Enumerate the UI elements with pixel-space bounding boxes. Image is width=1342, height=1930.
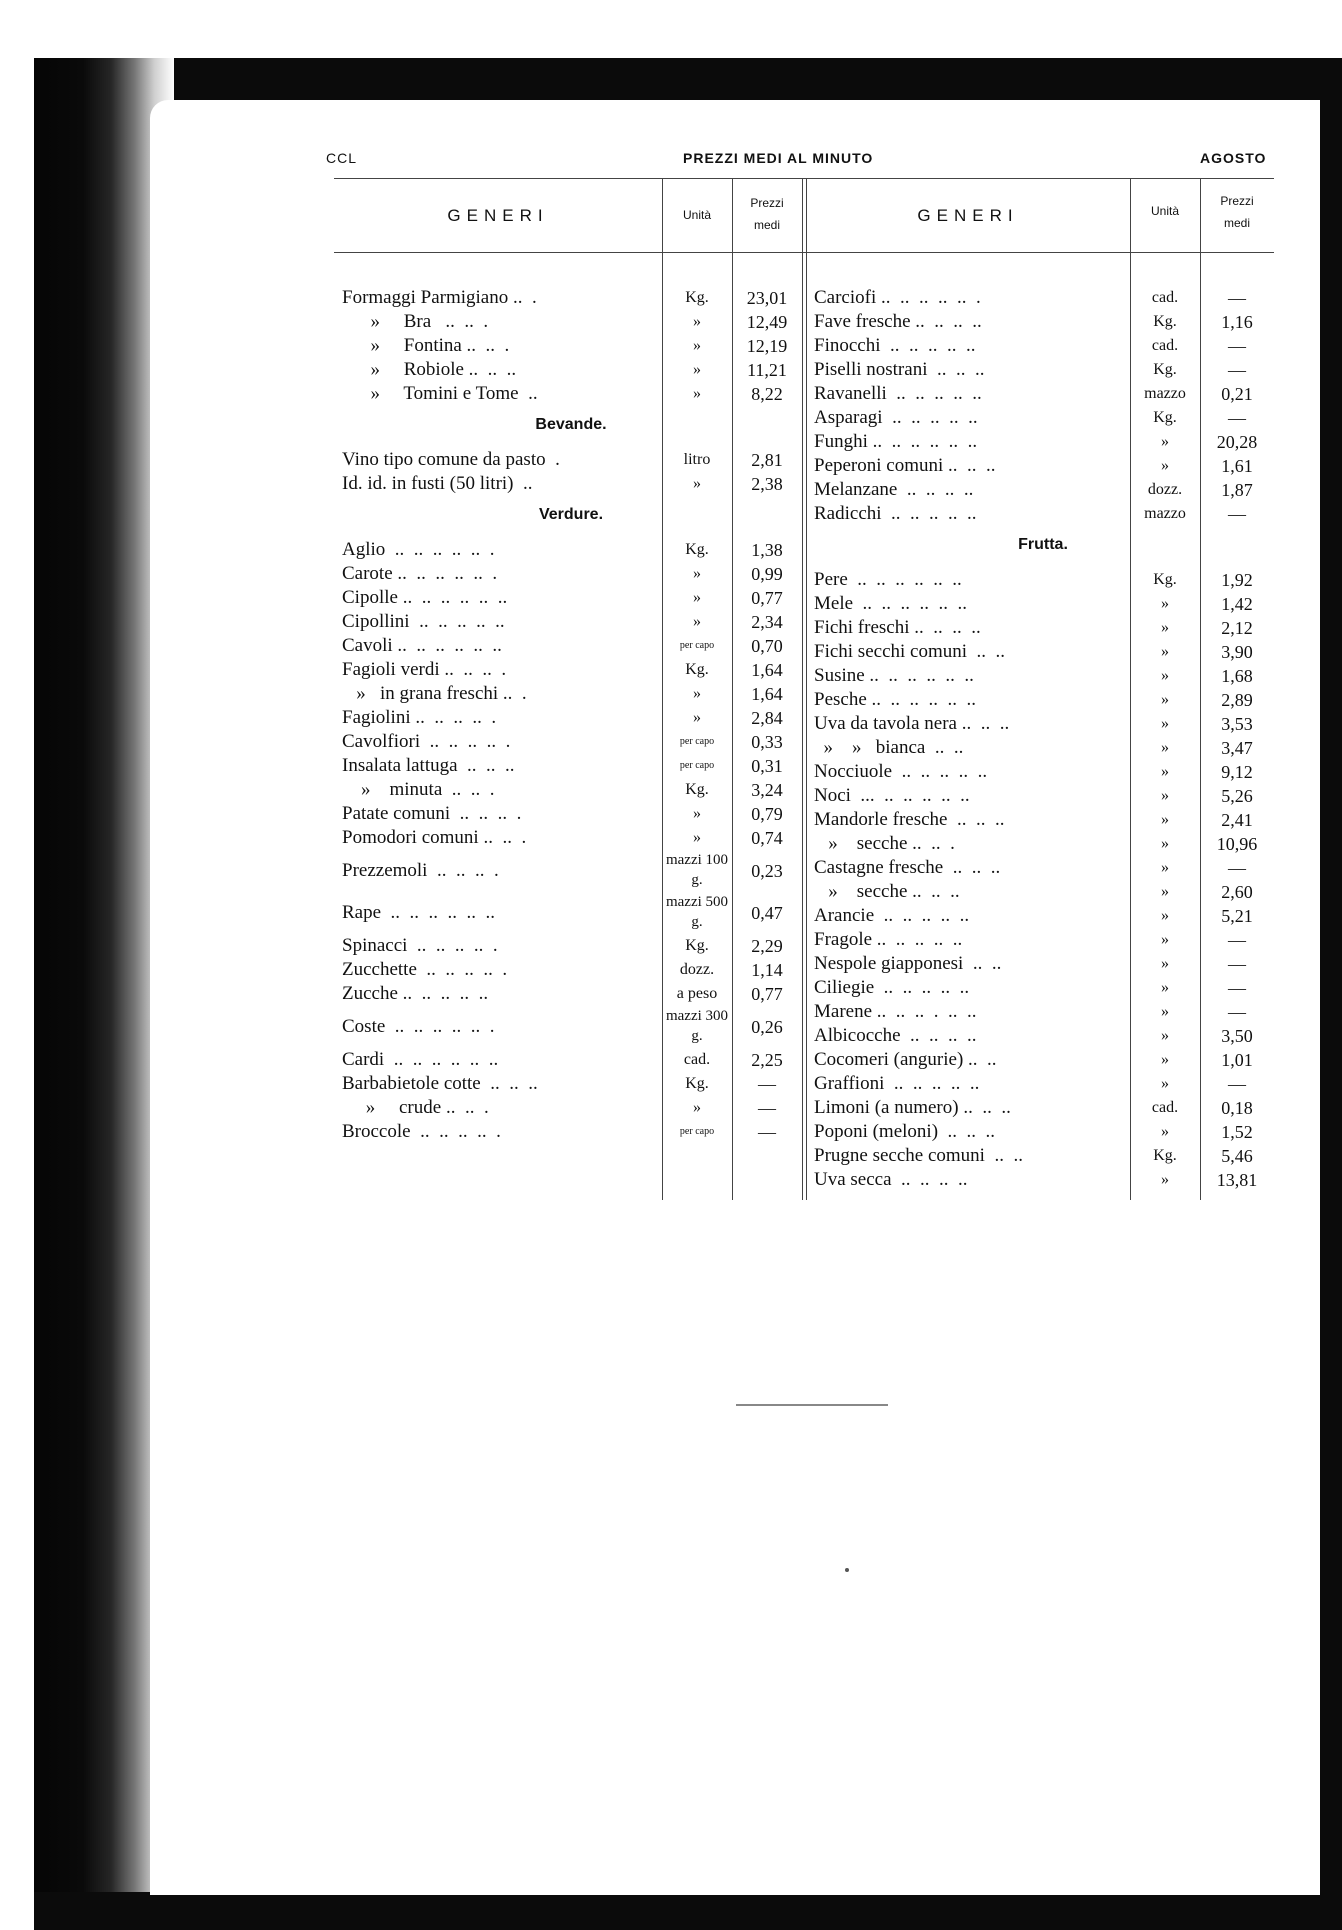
table-row (342, 892, 802, 934)
item-name: Zucche .. .. .. .. .. (342, 983, 489, 1004)
table-row (342, 982, 802, 1006)
item-unit: mazzi 100 g. (665, 852, 729, 888)
item-price: 9,12 (1221, 762, 1253, 782)
item-name: Melanzane .. .. .. .. (814, 479, 974, 500)
item-unit: » (1161, 787, 1169, 804)
item-name: Cavoli .. .. .. .. .. .. (342, 635, 502, 656)
item-unit: Kg. (1153, 409, 1177, 426)
item-unit: » (1161, 715, 1169, 732)
item-unit: » (1161, 667, 1169, 684)
item-name: Fagioli verdi .. .. .. . (342, 659, 507, 680)
table-row (814, 1048, 1274, 1072)
scan-mark (736, 1404, 888, 1406)
item-price: 1,68 (1221, 666, 1253, 686)
item-price: 5,26 (1221, 786, 1253, 806)
item-price: — (1228, 978, 1246, 998)
table-row (814, 832, 1274, 856)
col-header-prezzi-right: Prezzi (1220, 194, 1254, 208)
item-name: Spinacci .. .. .. .. . (342, 935, 498, 956)
item-name: » minuta .. .. . (342, 779, 495, 800)
table-row (342, 1048, 802, 1072)
item-unit: » (693, 709, 701, 726)
col-rule (806, 178, 807, 1200)
item-name: Uva da tavola nera .. .. .. (814, 713, 1010, 734)
item-unit: » (1161, 979, 1169, 996)
item-price: 0,77 (751, 984, 783, 1004)
item-price: — (1228, 858, 1246, 878)
item-unit: » (693, 1099, 701, 1116)
item-price: 0,79 (751, 804, 783, 824)
table-row (814, 334, 1274, 358)
item-unit: » (693, 565, 701, 582)
item-name: Radicchi .. .. .. .. .. (814, 503, 977, 524)
item-unit: » (693, 475, 701, 492)
item-unit: dozz. (1147, 481, 1183, 498)
item-name: Fichi secchi comuni .. .. (814, 641, 1006, 662)
item-name: Funghi .. .. .. .. .. .. (814, 431, 978, 452)
item-price: 2,81 (751, 450, 783, 470)
item-name: Limoni (a numero) .. .. .. (814, 1097, 1011, 1118)
item-name: Barbabietole cotte .. .. .. (342, 1073, 538, 1094)
item-unit: cad. (683, 1051, 711, 1068)
item-unit: » (1161, 433, 1169, 450)
col-header-generi-left: GENERI (447, 206, 549, 225)
item-unit: cad. (1151, 1099, 1179, 1116)
table-row (342, 586, 802, 610)
item-unit: » (693, 613, 701, 630)
item-price: — (1228, 504, 1246, 524)
table-row (814, 904, 1274, 928)
item-price: 10,96 (1216, 834, 1258, 854)
table-row (342, 358, 802, 382)
table-row (814, 568, 1274, 592)
item-name: Fichi freschi .. .. .. .. (814, 617, 981, 638)
table-row (342, 802, 802, 826)
table-row (342, 286, 802, 310)
item-name: Patate comuni .. .. .. . (342, 803, 522, 824)
table-row (814, 640, 1274, 664)
item-unit: » (1161, 883, 1169, 900)
item-price: 3,24 (751, 780, 783, 800)
item-name: » secche .. .. .. (814, 881, 960, 902)
item-name: » Robiole .. .. .. (342, 359, 517, 380)
table-row (342, 1096, 802, 1120)
item-unit: » (1161, 763, 1169, 780)
item-name: Fagiolini .. .. .. .. . (342, 707, 497, 728)
scan-border-bottom (34, 1892, 1342, 1930)
item-name: Insalata lattuga .. .. .. (342, 755, 515, 776)
table-row (814, 664, 1274, 688)
item-unit: per capo (679, 736, 715, 747)
item-unit: » (1161, 595, 1169, 612)
item-name: Zucchette .. .. .. .. . (342, 959, 508, 980)
table-row (814, 928, 1274, 952)
item-price: 1,61 (1221, 456, 1253, 476)
item-unit: » (1161, 1003, 1169, 1020)
item-price: — (1228, 930, 1246, 950)
item-price: 3,53 (1221, 714, 1253, 734)
table-row (342, 562, 802, 586)
item-price: — (758, 1098, 776, 1118)
item-name: Poponi (meloni) .. .. .. (814, 1121, 996, 1142)
item-price: 1,52 (1221, 1122, 1253, 1142)
table-row (814, 760, 1274, 784)
item-name: Prugne secche comuni .. .. (814, 1145, 1023, 1166)
item-name: Carciofi .. .. .. .. .. . (814, 287, 981, 308)
table-row (814, 1072, 1274, 1096)
item-name: Cavolfiori .. .. .. .. . (342, 731, 511, 752)
item-name: Mele .. .. .. .. .. .. (814, 593, 968, 614)
item-price: 12,19 (746, 336, 788, 356)
page-title: PREZZI MEDI AL MINUTO (683, 150, 874, 166)
item-unit: » (1161, 1027, 1169, 1044)
table-row (342, 754, 802, 778)
table-row (342, 850, 802, 892)
item-price: — (1228, 336, 1246, 356)
item-unit: » (1161, 907, 1169, 924)
section-heading: Frutta. (1018, 536, 1068, 553)
item-price: 5,21 (1221, 906, 1253, 926)
table-row (814, 784, 1274, 808)
item-unit: » (1161, 811, 1169, 828)
item-name: Prezzemoli .. .. .. . (342, 860, 499, 881)
item-price: 3,50 (1221, 1026, 1253, 1046)
item-price: 20,28 (1216, 432, 1258, 452)
item-name: Piselli nostrani .. .. .. (814, 359, 985, 380)
item-unit: » (1161, 1051, 1169, 1068)
item-name: Coste .. .. .. .. .. . (342, 1016, 495, 1037)
table-row (814, 406, 1274, 430)
table-row (814, 616, 1274, 640)
item-price: 23,01 (746, 288, 788, 308)
item-name: Asparagi .. .. .. .. .. (814, 407, 978, 428)
item-price: 1,92 (1221, 570, 1253, 590)
table-row (814, 736, 1274, 760)
col-header-unita-right: Unità (1150, 204, 1179, 218)
item-price: — (758, 1074, 776, 1094)
item-unit: mazzo (1144, 505, 1186, 522)
item-unit: mazzi 300 g. (665, 1008, 729, 1044)
item-unit: » (1161, 691, 1169, 708)
item-price: — (758, 1122, 776, 1142)
table-row (342, 1006, 802, 1048)
table-row (814, 382, 1274, 406)
item-price: 1,01 (1221, 1050, 1253, 1070)
table-top-rule (334, 178, 1274, 179)
item-price: — (1228, 288, 1246, 308)
item-price: 0,18 (1221, 1098, 1253, 1118)
item-price: 0,31 (751, 756, 783, 776)
table-row (342, 934, 802, 958)
item-unit: » (693, 385, 701, 402)
price-table (334, 178, 1274, 1200)
item-name: Graffioni .. .. .. .. .. (814, 1073, 980, 1094)
item-unit: » (1161, 1123, 1169, 1140)
item-unit: Kg. (685, 1075, 709, 1092)
item-price: 8,22 (751, 384, 783, 404)
item-name: Mandorle fresche .. .. .. (814, 809, 1005, 830)
item-unit: » (1161, 457, 1169, 474)
table-row (342, 382, 802, 406)
item-name: Cipolle .. .. .. .. .. .. (342, 587, 508, 608)
col-header-prezzi-left: Prezzi (750, 196, 784, 210)
item-unit: a peso (676, 985, 718, 1002)
item-name: Marene .. .. .. . .. .. (814, 1001, 977, 1022)
item-unit: » (1161, 931, 1169, 948)
item-name: » Fontina .. .. . (342, 335, 510, 356)
item-price: 2,84 (751, 708, 783, 728)
item-unit: Kg. (1153, 1147, 1177, 1164)
table-row (814, 712, 1274, 736)
item-price: 1,64 (751, 660, 783, 680)
table-row (342, 538, 802, 562)
table-row (814, 310, 1274, 334)
item-name: Arancie .. .. .. .. .. (814, 905, 970, 926)
col-header-generi-right: GENERI (917, 206, 1019, 225)
item-price: — (1228, 954, 1246, 974)
item-name: Fave fresche .. .. .. .. (814, 311, 982, 332)
table-row (342, 958, 802, 982)
table-row (814, 592, 1274, 616)
item-name: Vino tipo comune da pasto . (342, 449, 560, 470)
item-unit: litro (683, 451, 711, 468)
item-unit: » (1161, 1171, 1169, 1188)
item-name: Castagne fresche .. .. .. (814, 857, 1001, 878)
item-price: 2,25 (751, 1050, 783, 1070)
item-price: 2,60 (1221, 882, 1253, 902)
item-unit: cad. (1151, 337, 1179, 354)
item-unit: per capo (679, 760, 715, 771)
item-name: Nocciuole .. .. .. .. .. (814, 761, 988, 782)
table-row (342, 634, 802, 658)
table-row (342, 778, 802, 802)
item-price: — (1228, 408, 1246, 428)
table-row (814, 1144, 1274, 1168)
item-unit: » (1161, 643, 1169, 660)
item-price: 0,70 (751, 636, 783, 656)
item-unit: Kg. (685, 541, 709, 558)
table-row (814, 952, 1274, 976)
item-price: 1,42 (1221, 594, 1253, 614)
table-row (342, 682, 802, 706)
item-name: Formaggi Parmigiano .. . (342, 287, 537, 308)
item-price: 1,87 (1221, 480, 1253, 500)
item-price: 0,74 (751, 828, 783, 848)
col-header-unita-left: Unità (682, 208, 711, 222)
col-rule (802, 178, 803, 1200)
item-unit: per capo (679, 640, 715, 651)
table-row (814, 286, 1274, 310)
item-price: 3,90 (1221, 642, 1253, 662)
item-unit: Kg. (1153, 571, 1177, 588)
item-price: 1,38 (751, 540, 783, 560)
item-price: 0,26 (751, 1017, 783, 1037)
item-unit: » (1161, 1075, 1169, 1092)
table-row (342, 472, 802, 496)
item-unit: » (693, 313, 701, 330)
item-name: Pesche .. .. .. .. .. .. (814, 689, 977, 710)
table-row (814, 1168, 1274, 1192)
item-name: Albicocche .. .. .. .. (814, 1025, 977, 1046)
item-price: 2,12 (1221, 618, 1253, 638)
item-price: 1,14 (751, 960, 783, 980)
table-row (342, 730, 802, 754)
item-name: » secche .. .. . (814, 833, 955, 854)
scan-border-right (1320, 58, 1342, 1930)
table-row (814, 856, 1274, 880)
table-row (814, 976, 1274, 1000)
table-row (342, 334, 802, 358)
table-row (814, 478, 1274, 502)
item-unit: » (1161, 955, 1169, 972)
col-header-medi-left: medi (753, 218, 780, 232)
item-price: 0,47 (751, 903, 783, 923)
table-row (814, 688, 1274, 712)
table-row (342, 706, 802, 730)
item-price: 2,34 (751, 612, 783, 632)
table-row (814, 454, 1274, 478)
item-name: Pomodori comuni .. .. . (342, 827, 527, 848)
item-name: Cocomeri (angurie) .. .. (814, 1049, 997, 1070)
item-unit: » (693, 361, 701, 378)
table-row (342, 448, 802, 472)
item-unit: mazzi 500 g. (665, 894, 729, 930)
item-name: Carote .. .. .. .. .. . (342, 563, 498, 584)
item-name: Finocchi .. .. .. .. .. (814, 335, 976, 356)
item-name: Peperoni comuni .. .. .. (814, 455, 996, 476)
table-row (814, 358, 1274, 382)
table-row (342, 1072, 802, 1096)
item-name: » Tomini e Tome .. (342, 383, 538, 404)
item-unit: Kg. (685, 937, 709, 954)
scan-dot (845, 1568, 849, 1572)
item-unit: » (693, 589, 701, 606)
col-header-medi-right: medi (1223, 216, 1250, 230)
item-price: 0,99 (751, 564, 783, 584)
table-row (814, 1024, 1274, 1048)
item-unit: Kg. (685, 661, 709, 678)
item-price: — (1228, 1074, 1246, 1094)
item-price: 13,81 (1216, 1170, 1258, 1190)
item-price: 1,16 (1221, 312, 1253, 332)
item-price: 5,46 (1221, 1146, 1253, 1166)
item-price: 2,38 (751, 474, 783, 494)
table-row (342, 1120, 802, 1144)
table-row (342, 826, 802, 850)
item-unit: » (1161, 619, 1169, 636)
item-price: 12,49 (746, 312, 788, 332)
section-heading: Verdure. (538, 506, 604, 523)
item-name: Noci ... .. .. .. .. .. (814, 785, 970, 806)
item-unit: » (693, 685, 701, 702)
item-unit: » (1161, 835, 1169, 852)
item-price: 2,29 (751, 936, 783, 956)
item-name: Ciliegie .. .. .. .. .. (814, 977, 970, 998)
item-price: 1,64 (751, 684, 783, 704)
item-price: — (1228, 1002, 1246, 1022)
item-unit: Kg. (685, 781, 709, 798)
item-name: » in grana freschi .. . (342, 683, 527, 704)
item-unit: » (1161, 739, 1169, 756)
item-unit: cad. (1151, 289, 1179, 306)
table-row (342, 610, 802, 634)
item-unit: » (1161, 859, 1169, 876)
item-name: Id. id. in fusti (50 litri) .. (342, 473, 533, 494)
table-row (814, 1120, 1274, 1144)
item-name: Cardi .. .. .. .. .. .. (342, 1049, 499, 1070)
item-price: 11,21 (747, 360, 787, 380)
table-row (814, 430, 1274, 454)
item-name: Cipollini .. .. .. .. .. (342, 611, 505, 632)
table-row (814, 1096, 1274, 1120)
item-unit: per capo (679, 1126, 715, 1137)
item-unit: Kg. (1153, 361, 1177, 378)
item-name: Susine .. .. .. .. .. .. (814, 665, 974, 686)
item-unit: mazzo (1144, 385, 1186, 402)
item-name: Rape .. .. .. .. .. .. (342, 902, 496, 923)
table-row (814, 502, 1274, 526)
item-price: 3,47 (1221, 738, 1253, 758)
item-unit: » (693, 805, 701, 822)
table-header-rule (334, 252, 1274, 253)
item-name: Pere .. .. .. .. .. .. (814, 569, 962, 590)
page-month: AGOSTO (1200, 150, 1267, 166)
item-name: » Bra .. .. . (342, 311, 489, 332)
table-row (814, 880, 1274, 904)
item-unit: » (693, 337, 701, 354)
item-name: Aglio .. .. .. .. .. . (342, 539, 495, 560)
section-heading: Bevande. (535, 416, 607, 433)
item-price: 2,89 (1221, 690, 1253, 710)
table-row (814, 808, 1274, 832)
item-name: » crude .. .. . (342, 1097, 489, 1118)
item-price: — (1228, 360, 1246, 380)
item-price: 2,41 (1221, 810, 1253, 830)
item-name: Fragole .. .. .. .. .. (814, 929, 963, 950)
item-price: 0,21 (1221, 384, 1253, 404)
item-name: Uva secca .. .. .. .. (814, 1169, 968, 1190)
item-unit: Kg. (685, 289, 709, 306)
item-unit: Kg. (1153, 313, 1177, 330)
item-unit: » (693, 829, 701, 846)
item-price: 0,23 (751, 861, 783, 881)
item-name: » » bianca .. .. (814, 737, 964, 758)
item-name: Ravanelli .. .. .. .. .. (814, 383, 982, 404)
item-price: 0,33 (751, 732, 783, 752)
item-price: 0,77 (751, 588, 783, 608)
table-row (342, 658, 802, 682)
table-row (814, 1000, 1274, 1024)
item-unit: dozz. (679, 961, 715, 978)
item-name: Broccole .. .. .. .. . (342, 1121, 501, 1142)
item-name: Nespole giapponesi .. .. (814, 953, 1002, 974)
page-number: CCL (326, 150, 358, 166)
table-row (342, 310, 802, 334)
